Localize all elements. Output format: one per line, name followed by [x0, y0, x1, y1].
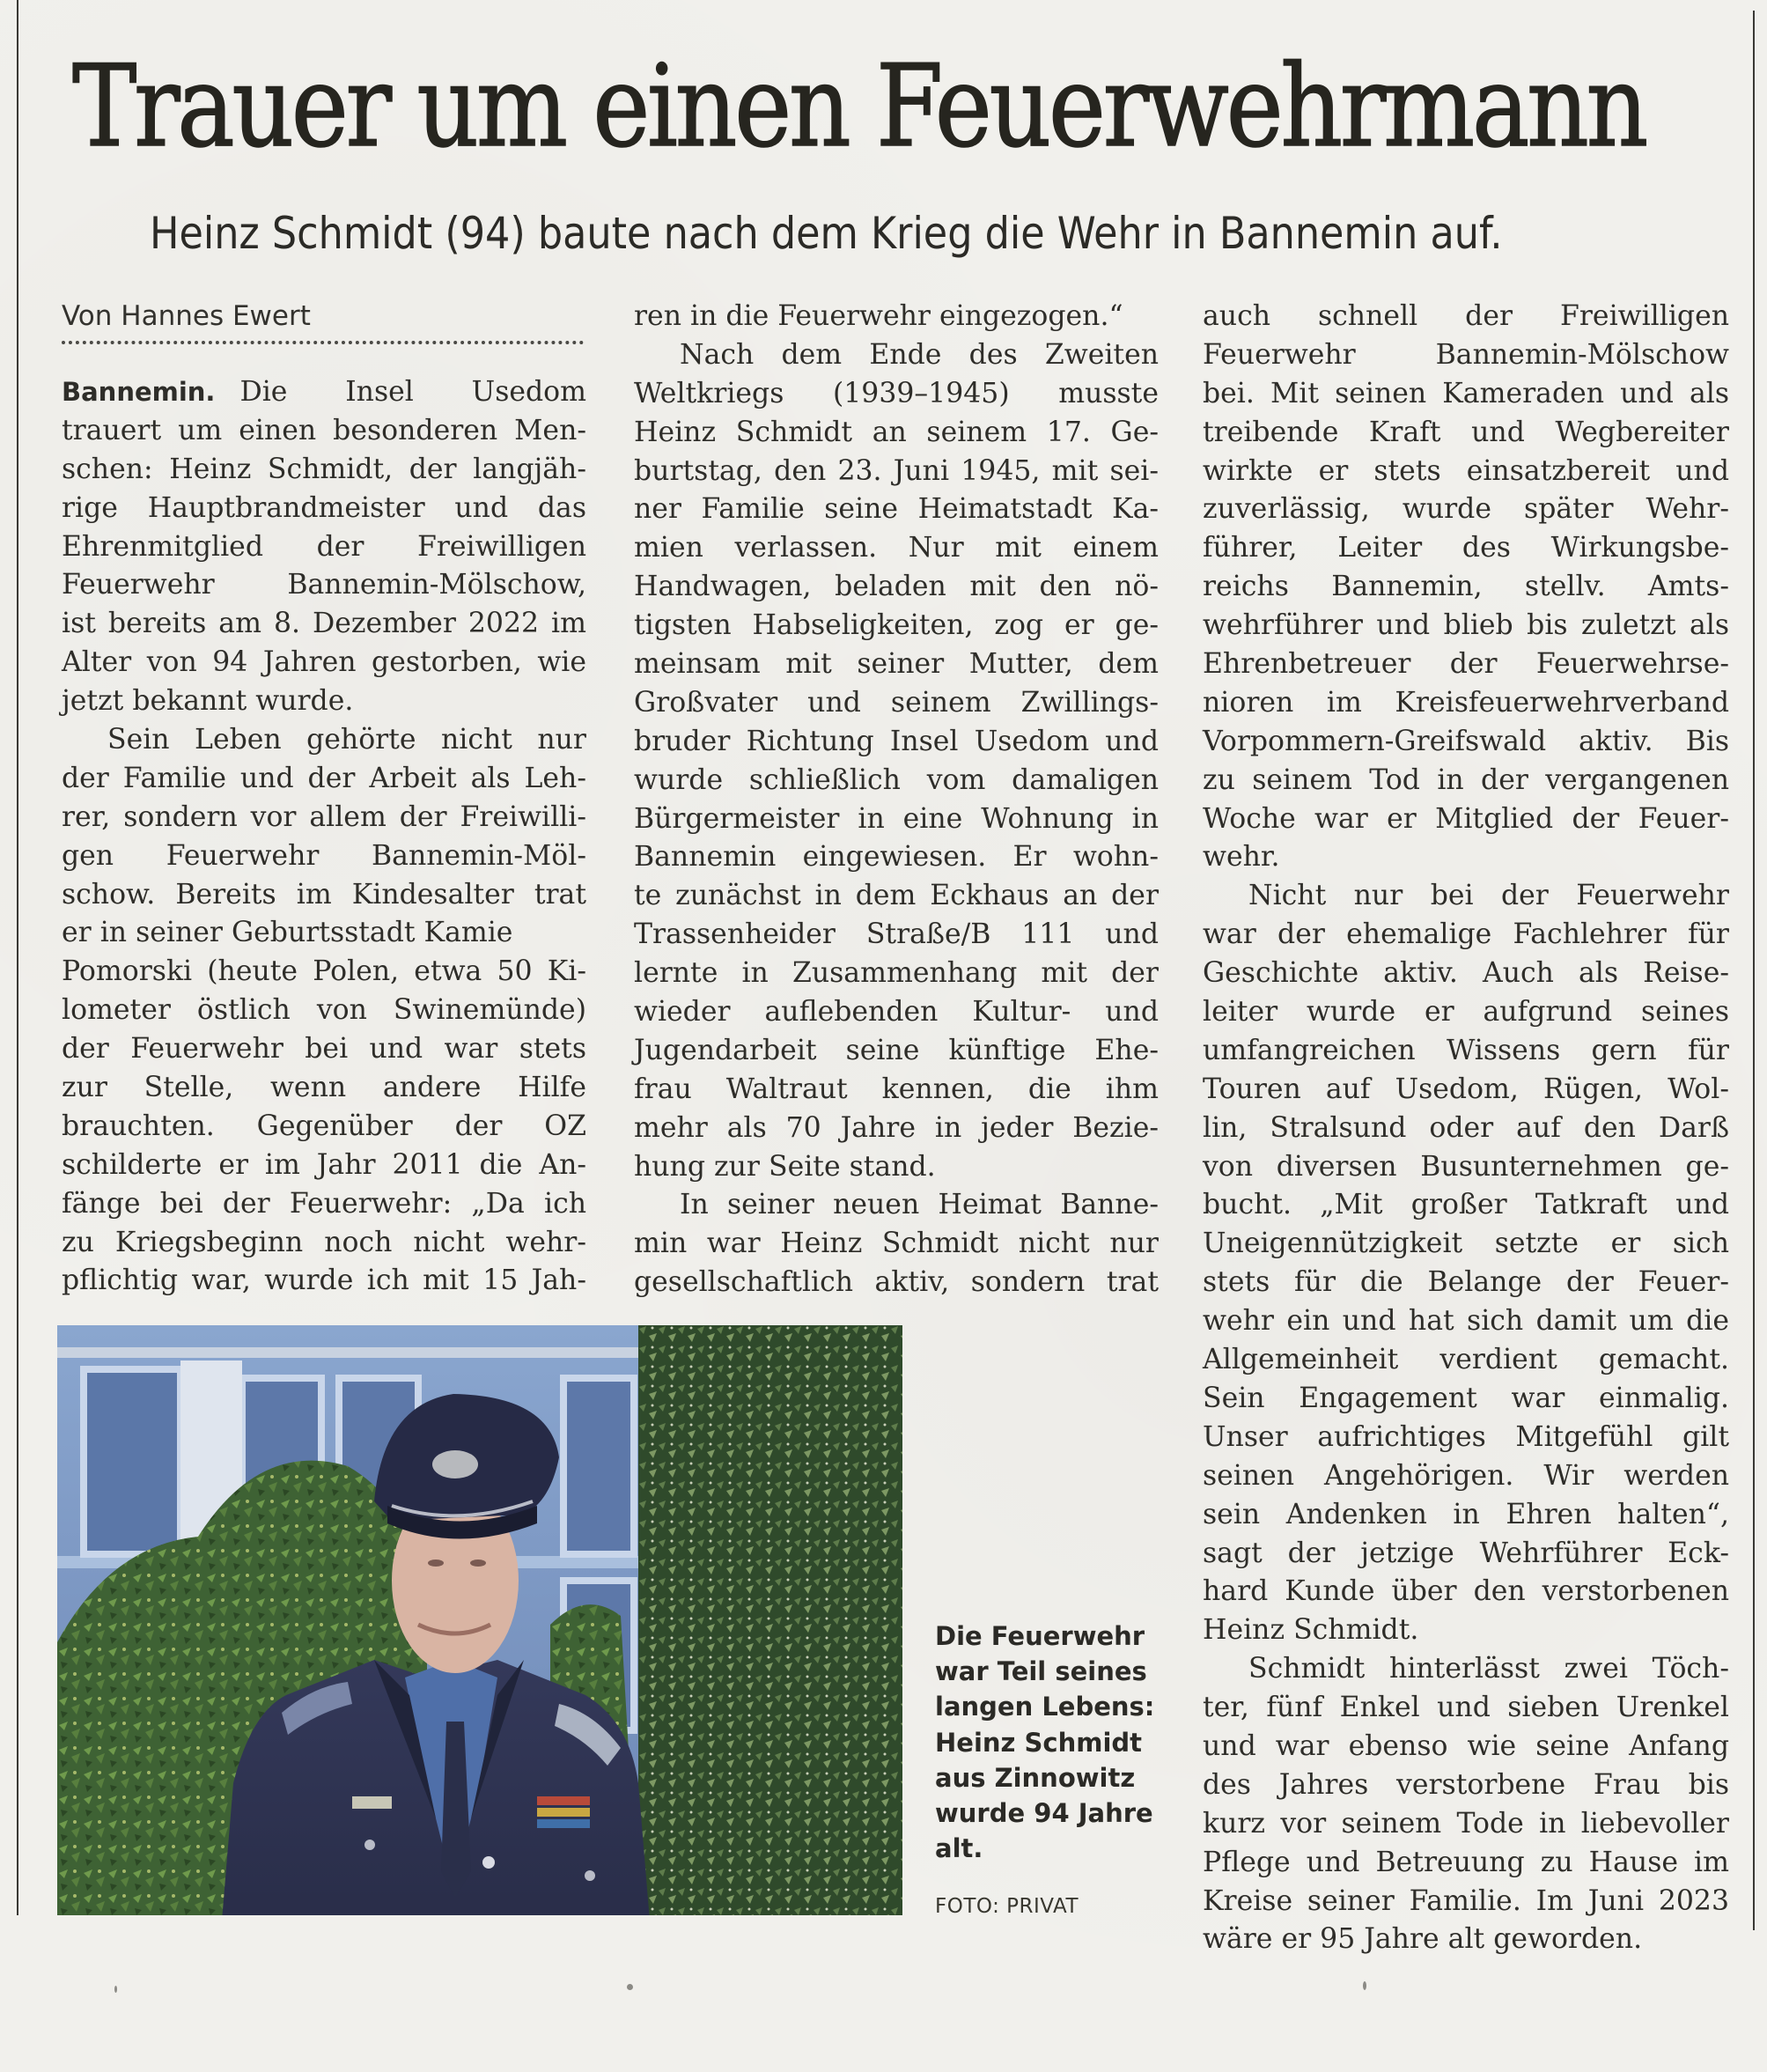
body-line: zur Stelle, wenn andere Hilfe	[62, 1072, 586, 1104]
body-line: zu Kriegsbeginn noch nicht wehr-	[62, 1226, 586, 1258]
body-line: zuverlässig, wurde später Wehr-	[1203, 493, 1729, 526]
caption-line: aus Zinnowitz	[935, 1762, 1136, 1793]
article-column-2	[634, 298, 1159, 1302]
body-line: der Familie und der Arbeit als Leh-	[62, 762, 586, 794]
body-line: Allgemeinheit verdient gemacht.	[1203, 1344, 1729, 1376]
body-line: bucht. „Mit großer Tatkraft und	[1203, 1189, 1729, 1221]
caption-line: langen Lebens:	[935, 1692, 1155, 1722]
paper-speck	[1363, 1981, 1366, 1990]
body-line: pflichtig war, wurde ich mit 15 Jah-	[62, 1265, 586, 1297]
body-line: leiter wurde er aufgrund seines	[1203, 996, 1729, 1029]
body-line: ner Familie seine Heimatstadt Ka-	[634, 493, 1159, 526]
body-line: meinsam mit seiner Mutter, dem	[634, 648, 1159, 681]
body-line: Weltkriegs (1939–1945) musste	[634, 377, 1159, 409]
body-line	[62, 373, 586, 412]
body-line: fänge bei der Feuerwehr: „Da ich	[62, 1187, 586, 1220]
body-line: Heinz Schmidt.	[1203, 1614, 1419, 1647]
body-line: des Jahres verstorbene Frau bis	[1203, 1768, 1729, 1801]
right-column-rule	[1753, 11, 1755, 1930]
body-line: rer, sondern vor allem der Freiwilli-	[62, 800, 586, 833]
body-line: Handwagen, beladen mit den nö-	[634, 571, 1159, 603]
body-line: Geschichte aktiv. Auch als Reise-	[1203, 957, 1729, 990]
caption-line: alt.	[935, 1833, 983, 1864]
body-line: jetzt bekannt wurde.	[62, 685, 354, 718]
body-line: frau Waltraut kennen, die ihm	[634, 1073, 1159, 1105]
body-line: hung zur Seite stand.	[634, 1150, 936, 1183]
body-line: Bürgermeister in eine Wohnung in	[634, 802, 1159, 835]
left-column-rule	[17, 0, 18, 1915]
body-line: Unser aufrichtiges Mitgefühl gilt	[1203, 1420, 1729, 1453]
article-subheadline: Heinz Schmidt (94) baute nach dem Krieg die Wehr in Bannemin auf.	[150, 208, 1503, 259]
article-byline: Von Hannes Ewert	[62, 300, 311, 332]
body-line: Jugendarbeit seine künftige Ehe-	[634, 1034, 1159, 1066]
paper-speck	[114, 1986, 117, 1993]
caption-line: war Teil seines	[935, 1656, 1147, 1687]
body-line: Pomorski (heute Polen, etwa 50 Ki-	[62, 955, 586, 988]
photo-credit: FOTO: PRIVAT	[935, 1895, 1079, 1918]
article-column-3	[1203, 298, 1729, 1959]
body-line: wurde schließlich vom damaligen	[634, 763, 1159, 796]
body-line: Nach dem Ende des Zweiten	[680, 338, 1159, 371]
body-line: umfangreichen Wissens gern für	[1203, 1034, 1729, 1066]
body-line: wehr ein und hat sich damit um die	[1203, 1305, 1729, 1338]
body-line: mehr als 70 Jahre in jeder Bezie-	[634, 1111, 1159, 1144]
caption-line: Heinz Schmidt	[935, 1727, 1143, 1758]
body-line: nioren im Kreisfeuerwehrverband	[1203, 686, 1729, 719]
article-photo	[57, 1325, 902, 1915]
body-line: von diversen Busunternehmen ge-	[1203, 1150, 1729, 1183]
body-line: Kreise seiner Familie. Im Juni 2023	[1203, 1884, 1729, 1917]
body-line: er in seiner Geburtsstadt Kamie	[62, 917, 513, 949]
body-line: tigsten Habseligkeiten, zog er ge-	[634, 609, 1159, 642]
body-line: zu seinem Tod in der vergangenen	[1203, 763, 1729, 796]
body-line: wehrführer und blieb bis zuletzt als	[1203, 609, 1729, 642]
body-line: wirkte er stets einsatzbereit und	[1203, 454, 1729, 487]
body-line: Sein Leben gehörte nicht nur	[107, 724, 586, 756]
body-line: lernte in Zusammenhang mit der	[634, 957, 1159, 990]
body-line: mien verlassen. Nur mit einem	[634, 532, 1159, 564]
body-line: Touren auf Usedom, Rügen, Wol-	[1203, 1073, 1729, 1105]
body-line: wehr.	[1203, 841, 1280, 874]
caption-line: Die Feuerwehr	[935, 1621, 1145, 1651]
photo-caption	[935, 1619, 1190, 1866]
body-line-text: Die Insel Usedom	[239, 376, 586, 408]
article-column-1	[62, 373, 586, 1301]
body-line: seinen Angehörigen. Wir werden	[1203, 1459, 1729, 1492]
body-line: Vorpommern-Greifswald aktiv. Bis	[1203, 725, 1729, 757]
body-line: ren in die Feuerwehr eingezogen.“	[634, 300, 1123, 332]
body-line: treibende Kraft und Wegbereiter	[1203, 416, 1729, 448]
byline-dotted-divider	[62, 341, 584, 344]
body-line: brauchten. Gegenüber der OZ	[62, 1110, 586, 1142]
body-line: Bannemin eingewiesen. Er wohn-	[634, 841, 1159, 874]
body-line: lin, Stralsund oder auf den Darß	[1203, 1111, 1729, 1144]
body-line: stets für die Belange der Feuer-	[1203, 1266, 1729, 1299]
body-line: Feuerwehr Bannemin-Mölschow	[1203, 338, 1729, 371]
body-line: bei. Mit seinen Kameraden und als	[1203, 377, 1729, 409]
paper-speck	[627, 1984, 633, 1990]
body-line: min war Heinz Schmidt nicht nur	[634, 1228, 1159, 1260]
body-line: Schmidt hinterlässt zwei Töch-	[1248, 1653, 1729, 1685]
body-line: wieder auflebenden Kultur- und	[634, 996, 1159, 1029]
body-line: Alter von 94 Jahren gestorben, wie	[62, 646, 586, 679]
body-line: Pflege und Betreuung zu Hause im	[1203, 1846, 1729, 1878]
body-line: wäre er 95 Jahre alt geworden.	[1203, 1923, 1643, 1956]
body-line: der Feuerwehr bei und war stets	[62, 1033, 586, 1065]
body-line: und war ebenso wie seine Anfang	[1203, 1729, 1729, 1762]
body-line: Uneigennützigkeit setzte er sich	[1203, 1228, 1729, 1260]
body-line: kurz vor seinem Tode in liebevoller	[1203, 1807, 1729, 1840]
body-line: sein Andenken in Ehren halten“,	[1203, 1498, 1729, 1530]
article-headline: Trauer um einen Feuerwehrmann	[72, 41, 1646, 173]
body-line: Ehrenbetreuer der Feuerwehrse-	[1203, 648, 1729, 681]
body-line: trauert um einen besonderen Men-	[62, 414, 586, 446]
body-line: Ehrenmitglied der Freiwilligen	[62, 530, 586, 563]
body-line: schow. Bereits im Kindesalter trat	[62, 878, 586, 911]
body-line: ter, fünf Enkel und sieben Urenkel	[1203, 1692, 1729, 1724]
body-line: hard Kunde über den verstorbenen	[1203, 1575, 1729, 1608]
body-line: Trassenheider Straße/B 111 und	[634, 918, 1159, 951]
body-line: reichs Bannemin, stellv. Amts-	[1203, 571, 1729, 603]
body-line: sagt der jetzige Wehrführer Eck-	[1203, 1537, 1729, 1569]
body-line: Woche war er Mitglied der Feuer-	[1203, 802, 1729, 835]
body-line: Sein Engagement war einmalig.	[1203, 1382, 1729, 1414]
caption-line: wurde 94 Jahre	[935, 1798, 1153, 1829]
body-line: Großvater und seinem Zwillings-	[634, 686, 1159, 719]
body-line: war der ehemalige Fachlehrer für	[1203, 918, 1729, 951]
body-line: In seiner neuen Heimat Banne-	[680, 1189, 1159, 1221]
body-line: Feuerwehr Bannemin-Mölschow,	[62, 569, 586, 601]
photo-portrait-firefighter	[57, 1325, 902, 1915]
article-dateline: Bannemin.	[62, 377, 216, 407]
body-line: lometer östlich von Swinemünde)	[62, 994, 586, 1027]
body-line: auch schnell der Freiwilligen	[1203, 300, 1729, 332]
body-line: Heinz Schmidt an seinem 17. Ge-	[634, 416, 1159, 448]
body-line: gen Feuerwehr Bannemin-Möl-	[62, 839, 586, 872]
body-line: bruder Richtung Insel Usedom und	[634, 725, 1159, 757]
body-line: gesellschaftlich aktiv, sondern trat	[634, 1266, 1159, 1299]
body-line: te zunächst in dem Eckhaus an der	[634, 880, 1159, 912]
body-line: ist bereits am 8. Dezember 2022 im	[62, 608, 586, 640]
body-line: burtstag, den 23. Juni 1945, mit sei-	[634, 454, 1159, 487]
body-line: schen: Heinz Schmidt, der langjäh-	[62, 453, 586, 485]
body-line: rige Hauptbrandmeister und das	[62, 491, 586, 524]
body-line: schilderte er im Jahr 2011 die An-	[62, 1148, 586, 1181]
body-line: führer, Leiter des Wirkungsbe-	[1203, 532, 1729, 564]
body-line: Nicht nur bei der Feuerwehr	[1248, 880, 1729, 912]
